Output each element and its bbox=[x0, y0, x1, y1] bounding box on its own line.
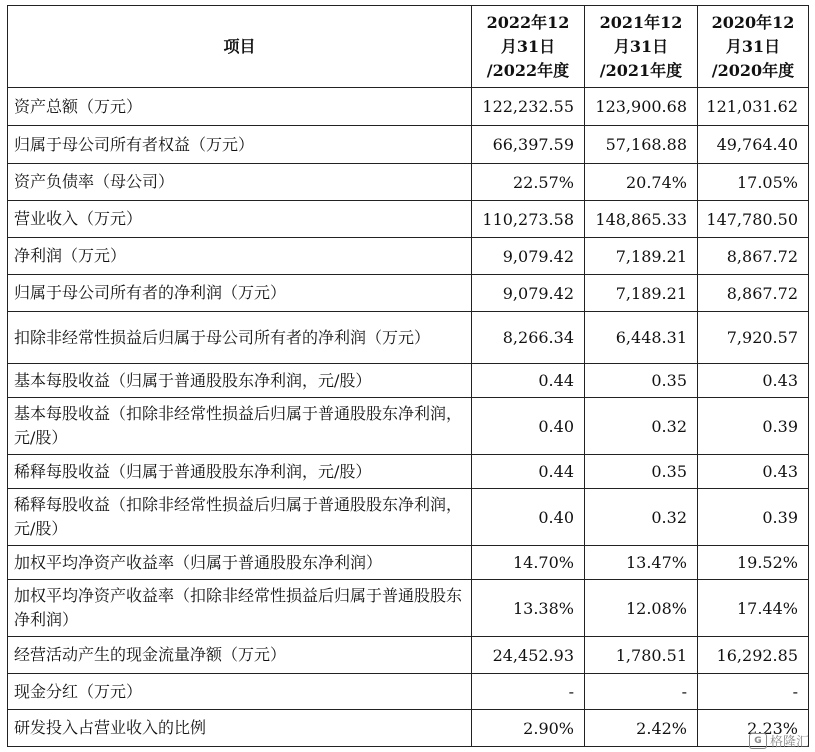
cell-2021: 12.08% bbox=[585, 580, 698, 637]
table-row bbox=[8, 275, 809, 312]
watermark-text: 格隆汇 bbox=[769, 735, 809, 750]
cell-2022: 0.40 bbox=[472, 398, 585, 455]
cell-2021: 7,189.21 bbox=[585, 238, 698, 275]
cell-2022: 24,452.93 bbox=[472, 637, 585, 674]
cell-2021: 7,189.21 bbox=[585, 275, 698, 312]
row-label: 加权平均净资产收益率（扣除非经常性损益后归属于普通股股东净利润） bbox=[8, 580, 472, 637]
cell-2020: 0.43 bbox=[698, 364, 809, 398]
cell-2022: 2.90% bbox=[472, 710, 585, 747]
cell-2020: 8,867.72 bbox=[698, 275, 809, 312]
row-label: 基本每股收益（归属于普通股股东净利润，元/股） bbox=[8, 364, 472, 398]
row-label: 研发投入占营业收入的比例 bbox=[8, 710, 472, 747]
row-label: 归属于母公司所有者权益（万元） bbox=[8, 126, 472, 164]
cell-2021: 0.35 bbox=[585, 455, 698, 489]
cell-2021: 1,780.51 bbox=[585, 637, 698, 674]
cell-2020: 16,292.85 bbox=[698, 637, 809, 674]
cell-2021: 6,448.31 bbox=[585, 312, 698, 364]
row-label: 稀释每股收益（归属于普通股股东净利润，元/股） bbox=[8, 455, 472, 489]
cell-2021: 13.47% bbox=[585, 546, 698, 580]
row-label: 经营活动产生的现金流量净额（万元） bbox=[8, 637, 472, 674]
table-row bbox=[8, 710, 809, 747]
table-row bbox=[8, 674, 809, 710]
table-row bbox=[8, 489, 809, 546]
cell-2022: 66,397.59 bbox=[472, 126, 585, 164]
cell-2022: 0.44 bbox=[472, 364, 585, 398]
table-row bbox=[8, 238, 809, 275]
row-label: 资产总额（万元） bbox=[8, 88, 472, 126]
cell-2022: 22.57% bbox=[472, 164, 585, 201]
cell-2020: 0.39 bbox=[698, 398, 809, 455]
row-label: 加权平均净资产收益率（归属于普通股股东净利润） bbox=[8, 546, 472, 580]
cell-2022: 110,273.58 bbox=[472, 201, 585, 238]
table-row bbox=[8, 88, 809, 126]
watermark-logo-icon: G bbox=[749, 733, 767, 749]
header-col-2021: 2021年12 月31日 /2021年度 bbox=[585, 6, 698, 88]
cell-2022: 122,232.55 bbox=[472, 88, 585, 126]
cell-2020: 8,867.72 bbox=[698, 238, 809, 275]
cell-2022: 9,079.42 bbox=[472, 275, 585, 312]
cell-2021: 123,900.68 bbox=[585, 88, 698, 126]
financial-indicators-table bbox=[7, 5, 809, 747]
table-row bbox=[8, 580, 809, 637]
cell-2022: 0.40 bbox=[472, 489, 585, 546]
cell-2022: 13.38% bbox=[472, 580, 585, 637]
cell-2021: 0.32 bbox=[585, 398, 698, 455]
row-label: 现金分红（万元） bbox=[8, 674, 472, 710]
cell-2022: 14.70% bbox=[472, 546, 585, 580]
cell-2020: 2.23% bbox=[698, 710, 809, 747]
cell-2020: 147,780.50 bbox=[698, 201, 809, 238]
cell-2021: 57,168.88 bbox=[585, 126, 698, 164]
cell-2021: 0.35 bbox=[585, 364, 698, 398]
cell-2020: 121,031.62 bbox=[698, 88, 809, 126]
row-label: 归属于母公司所有者的净利润（万元） bbox=[8, 275, 472, 312]
cell-2021: 148,865.33 bbox=[585, 201, 698, 238]
cell-2022: 0.44 bbox=[472, 455, 585, 489]
row-label: 扣除非经常性损益后归属于母公司所有者的净利润（万元） bbox=[8, 312, 472, 364]
row-label: 营业收入（万元） bbox=[8, 201, 472, 238]
cell-2020: 0.43 bbox=[698, 455, 809, 489]
table-row bbox=[8, 637, 809, 674]
header-col-2020: 2020年12 月31日 /2020年度 bbox=[698, 6, 809, 88]
watermark bbox=[749, 731, 809, 750]
cell-2022: 9,079.42 bbox=[472, 238, 585, 275]
cell-2020: - bbox=[698, 674, 809, 710]
cell-2020: 7,920.57 bbox=[698, 312, 809, 364]
cell-2020: 17.44% bbox=[698, 580, 809, 637]
cell-2020: 17.05% bbox=[698, 164, 809, 201]
cell-2020: 0.39 bbox=[698, 489, 809, 546]
cell-2021: 0.32 bbox=[585, 489, 698, 546]
cell-2021: 20.74% bbox=[585, 164, 698, 201]
cell-2021: - bbox=[585, 674, 698, 710]
financial-table-container bbox=[7, 5, 809, 747]
table-row bbox=[8, 126, 809, 164]
row-label: 净利润（万元） bbox=[8, 238, 472, 275]
table-row bbox=[8, 546, 809, 580]
table-header-row bbox=[8, 6, 809, 88]
table-row bbox=[8, 201, 809, 238]
row-label: 资产负债率（母公司） bbox=[8, 164, 472, 201]
cell-2020: 49,764.40 bbox=[698, 126, 809, 164]
table-row bbox=[8, 164, 809, 201]
table-row bbox=[8, 398, 809, 455]
row-label: 基本每股收益（扣除非经常性损益后归属于普通股股东净利润，元/股） bbox=[8, 398, 472, 455]
header-col-2022: 2022年12 月31日 /2022年度 bbox=[472, 6, 585, 88]
cell-2021: 2.42% bbox=[585, 710, 698, 747]
table-row bbox=[8, 455, 809, 489]
row-label: 稀释每股收益（扣除非经常性损益后归属于普通股股东净利润，元/股） bbox=[8, 489, 472, 546]
header-item: 项目 bbox=[8, 6, 472, 88]
cell-2022: - bbox=[472, 674, 585, 710]
cell-2020: 19.52% bbox=[698, 546, 809, 580]
cell-2022: 8,266.34 bbox=[472, 312, 585, 364]
table-row bbox=[8, 312, 809, 364]
table-row bbox=[8, 364, 809, 398]
